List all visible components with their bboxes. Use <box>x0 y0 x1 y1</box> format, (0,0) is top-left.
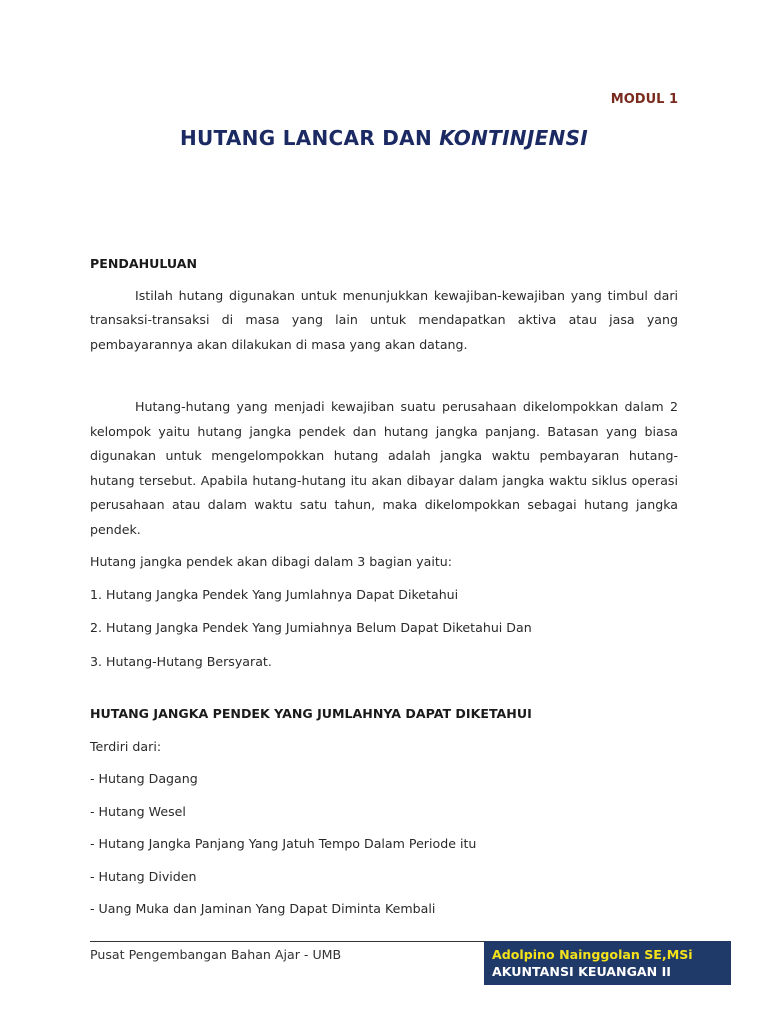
division-intro: Hutang jangka pendek akan dibagi dalam 3 bagian yaitu: <box>90 554 452 569</box>
paragraph-2: Hutang-hutang yang menjadi kewajiban suatu perusahaan dikelompokkan dalam 2 kelompok yaitu hutang jangka pendek dan hutang jangka panjang. Batasan yang biasa digunakan untuk mengelompokkan hutang adalah jangka waktu pembayaran hutang- hutang tersebut. Apabila hutang-hutang itu akan dibayar dalam jangka waktu siklus operasi perusahaan atau dalam waktu satu tahun, maka dikelompokkan sebagai hutang jangka pendek. <box>90 399 678 537</box>
paragraph-1: Istilah hutang digunakan untuk menunjukkan kewajiban-kewajiban yang timbul dari transaksi-transaksi di masa yang lain untuk mendapatkan aktiva atau jasa yang pembayarannya akan dilakukan di masa yang akan datang. <box>90 287 678 352</box>
list-item: - Uang Muka dan Jaminan Yang Dapat Diminta Kembali <box>90 901 436 916</box>
footer-course: AKUNTANSI KEUANGAN II <box>492 964 671 979</box>
list-item: 1. Hutang Jangka Pendek Yang Jumlahnya Dapat Diketahui <box>90 586 459 602</box>
footer-author-box <box>484 941 731 985</box>
module-label: MODUL 1 <box>610 92 678 107</box>
list-item: - Hutang Dividen <box>90 868 197 884</box>
section-heading-2: HUTANG JANGKA PENDEK YANG JUMLAHNYA DAPAT DIKETAHUI <box>90 706 532 721</box>
list-item: 2. Hutang Jangka Pendek Yang Jumiahnya Belum Dapat Diketahui Dan <box>90 620 532 635</box>
document-body <box>90 252 678 922</box>
list-item: - Hutang Jangka Panjang Yang Jatuh Tempo Dalam Periode itu <box>90 836 477 851</box>
footer-author: Adolpino Nainggolan SE,MSi <box>492 947 693 962</box>
title-italic: KONTINJENSI <box>439 126 589 150</box>
footer-institution: Pusat Pengembangan Bahan Ajar - UMB <box>90 947 342 962</box>
title-main: HUTANG LANCAR DAN <box>179 126 440 150</box>
list-item: - Hutang Wesel <box>90 803 186 819</box>
list-item: 3. Hutang-Hutang Bersyarat. <box>90 653 272 669</box>
section-heading-intro: PENDAHULUAN <box>90 256 198 271</box>
section2-intro: Terdiri dari: <box>90 738 162 754</box>
page-title <box>0 126 768 150</box>
list-item: - Hutang Dagang <box>90 771 198 786</box>
